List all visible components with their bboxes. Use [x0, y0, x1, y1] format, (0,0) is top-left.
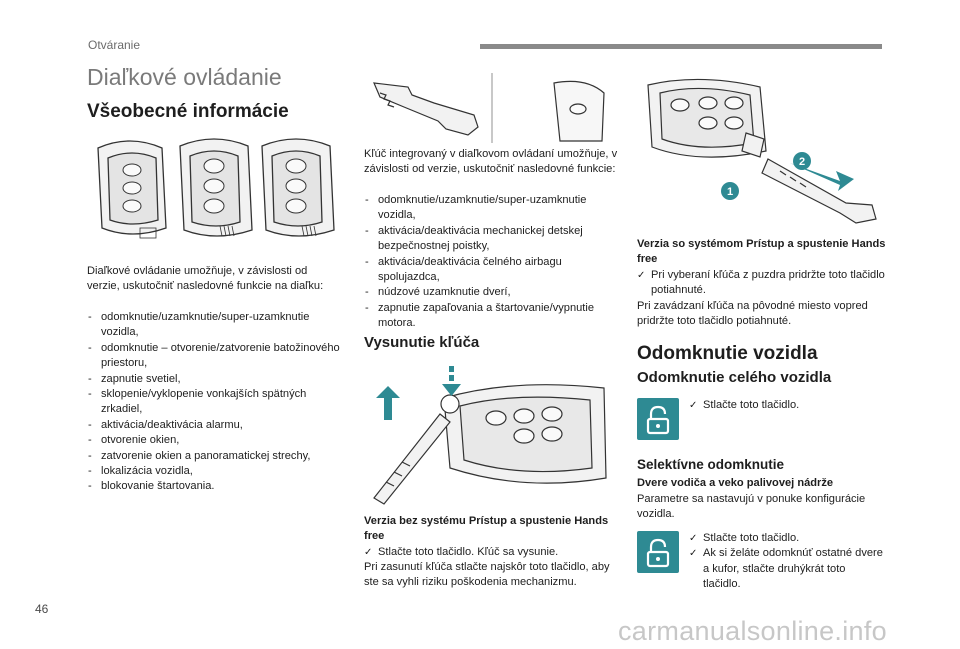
list-item: - blokovanie štartovania.: [87, 479, 341, 494]
list-item: - odomknutie/uzamknutie/super-uzamknutie vozidla,: [364, 193, 624, 224]
list-item: - odomknutie – otvorenie/zatvorenie batožinového priestoru,: [87, 341, 341, 372]
list-item: ✓ Stlačte toto tlačidlo. Kľúč sa vysunie.: [364, 545, 624, 560]
selective-unlock-text: Parametre sa nastavujú v ponuke konfigurácie vozidla.: [637, 493, 866, 521]
integrated-key-intro: Kľúč integrovaný v diaľkovom ovládaní umožňuje, v závislosti od verzie, uskutočniť nasledovné funkcie:: [364, 148, 618, 176]
diagram-label-2: 2: [798, 156, 806, 168]
general-functions-list: [87, 310, 341, 495]
list-item: - aktivácia/deaktivácia alarmu,: [87, 418, 341, 433]
list-item: - aktivácia/deaktivácia mechanickej detskej bezpečnostnej poistky,: [364, 224, 624, 255]
unlock-icon: [637, 398, 679, 440]
list-item: ✓ Pri vyberaní kľúča z puzdra pridržte toto tlačidlo potiahnuté.: [637, 268, 887, 299]
list-item: ✓ Ak si želáte odomknúť ostatné dvere a kufor, stlačte druhýkrát toto tlačidlo.: [689, 546, 885, 592]
header-bar: [480, 44, 882, 49]
list-item: - zapnutie zapaľovania a štartovanie/vypnutie motora.: [364, 301, 624, 332]
note-without-handsfree-steps: [364, 545, 624, 560]
list-item: - núdzové uzamknutie dverí,: [364, 285, 624, 300]
unlock-whole-vehicle-heading: Odomknutie celého vozidla: [637, 369, 832, 386]
unlock-vehicle-heading: Odomknutie vozidla: [637, 343, 818, 364]
list-item: - sklopenie/vyklopenie vonkajších spätných zrkadiel,: [87, 387, 341, 418]
diagram-label-1: 1: [726, 186, 734, 198]
key-blade-illustration: [364, 73, 610, 145]
list-item: ✓ Stlačte toto tlačidlo.: [689, 398, 889, 413]
page-title: Diaľkové ovládanie: [87, 64, 282, 90]
list-item: - odomknutie/uzamknutie/super-uzamknutie vozidla,: [87, 310, 341, 341]
unlock-button: [637, 398, 679, 440]
watermark: carmanualsonline.info: [618, 616, 887, 646]
list-item: - aktivácia/deaktivácia čelného airbagu spolujazdca,: [364, 255, 624, 286]
integrated-key-list: [364, 193, 624, 332]
list-item: - zatvorenie okien a panoramatickej strechy,: [87, 449, 341, 464]
key-eject-illustration: [364, 358, 614, 508]
list-item: - zapnutie svetiel,: [87, 372, 341, 387]
selective-unlock-steps: [689, 531, 885, 593]
general-info-intro: Diaľkové ovládanie umožňuje, v závislosti od verzie, uskutočniť nasledovné funkcie na diaľku:: [87, 265, 324, 293]
unlock-whole-steps: [689, 398, 889, 413]
note-handsfree-heading: Verzia so systémom Prístup a spustenie Hands free: [637, 238, 886, 266]
list-item: - otvorenie okien,: [87, 433, 341, 448]
key-eject-heading: Vysunutie kľúča: [364, 334, 480, 351]
note-without-handsfree-text: Pri zasunutí kľúča stlačte najskôr toto tlačidlo, aby ste sa vyhli riziku poškodenia mechanizmu.: [364, 561, 610, 589]
selective-unlock-button: [637, 531, 679, 573]
remote-keys-illustration: [84, 136, 346, 252]
section-label: Otváranie: [88, 38, 141, 52]
note-handsfree-text: Pri zavádzaní kľúča na pôvodné miesto vopred pridržte toto tlačidlo potiahnuté.: [637, 300, 868, 328]
list-item: ✓ Stlačte toto tlačidlo.: [689, 531, 885, 546]
general-info-heading: Všeobecné informácie: [87, 101, 289, 122]
handsfree-key-illustration: [640, 73, 884, 233]
list-item: - lokalizácia vozidla,: [87, 464, 341, 479]
selective-unlock-heading: Selektívne odomknutie: [637, 457, 785, 472]
note-handsfree-steps: [637, 268, 887, 299]
note-without-handsfree-heading: Verzia bez systému Prístup a spustenie Hands free: [364, 515, 609, 543]
selective-unlock-subheading: Dvere vodiča a veko palivovej nádrže: [637, 477, 834, 489]
unlock-icon: [637, 531, 679, 573]
page-number: 46: [35, 602, 49, 616]
